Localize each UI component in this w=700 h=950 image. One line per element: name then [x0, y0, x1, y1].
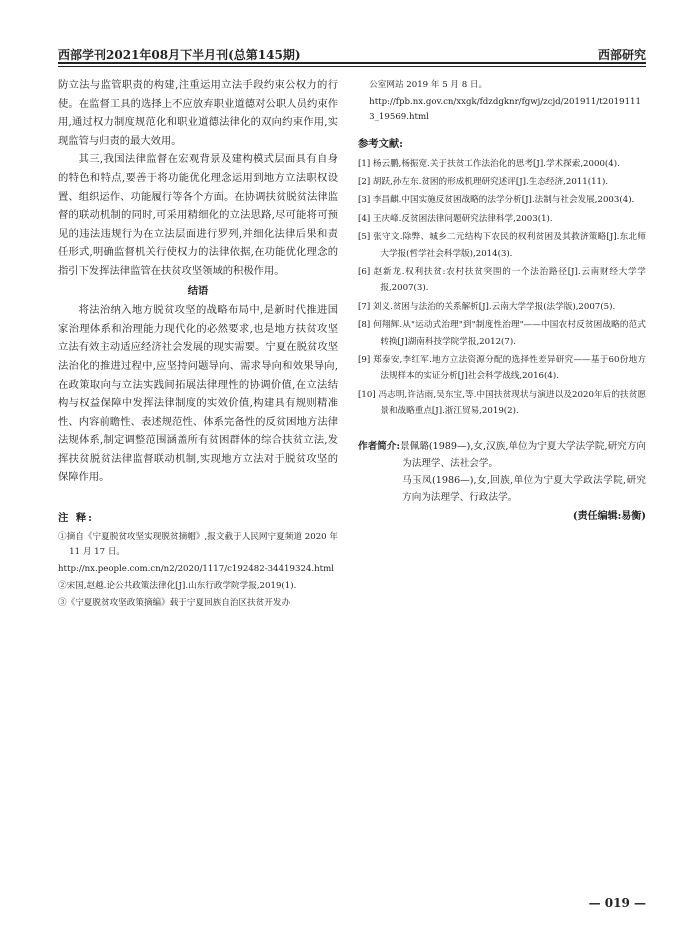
header-rule [58, 62, 646, 64]
references-heading: 参考文献: [358, 138, 403, 150]
author-1: 景佩璐(1989—),女,汉族,单位为宁夏大学法学院,研究方向为法理学、法社会学。 [400, 440, 646, 469]
reference-item: [1] 杨云鹏,杨振宽.关于扶贫工作法治化的思考[J].学术探索,2000(4). [358, 158, 620, 169]
note-url: http://nx.people.com.cn/n2/2020/1117/c192482-34419324.html [58, 563, 334, 574]
reference-item: [3] 李昌麒.中国实施反贫困战略的法学分析[J].法制与社会发展,2003(4). [358, 195, 635, 206]
notes-heading: 注 释: [58, 512, 94, 525]
left-column [58, 76, 338, 611]
author-heading: 作者简介: [358, 440, 400, 452]
editor-credit: (责任编辑:易衡) [572, 510, 646, 522]
reference-item: [8] 何翔辉.从"运动式治理"到"制度性治理"——中国农村反贫困战略的范式转换[J]湖南科技学院学报,2012(7). [358, 320, 646, 347]
section-title: 西部研究 [597, 48, 646, 62]
conclusion-heading: 结语 [187, 284, 209, 297]
paragraph: 将法治纳入地方脱贫攻坚的战略布局中,是新时代推进国家治理体系和治理能力现代化的必然要求,也是地方扶贫攻坚立法有效主动适应经济社会发展的现实需要。宁夏在脱贫攻坚法治化的推进过程中,应坚持问题导向、需求导向和效果导向,在政策取向与立法实践间拓展法律理性的协调价值,在立法结构与权益保障中发挥法律制度的实效价值,构建具有规则精准性、内容前瞻性、表述规范性、体系完备性的反贫困地方法律法规体系,制定调整范围涵盖所有贫困群体的综合扶贫立法,发挥扶贫脱贫法律监督联动机制,实现地方立法对于脱贫攻坚的保障作用。 [58, 304, 338, 484]
note-continued: 公室网站 2019 年 5 月 8 日。 [369, 80, 488, 90]
paragraph: 其三,我国法律监督在宏观背景及建构模式层面具有自身的特色和特点,要善于将功能优化理念运用到地方立法职权设置、组织运作、功能履行等各个方面。在协调扶贫脱贫法律监督的联动机制的同时,可采用精细化的立法思路,尽可能将可预见的违法违规行为在立法层面进行罗列,并细化法律后果和责任形式,明确监督机关行使权力的法律依据,在功能优化理念的指引下发挥法律监管在扶贫攻坚领域的积极作用。 [58, 153, 338, 277]
journal-title: 西部学刊2021年08月下半月刊(总第145期) [58, 48, 301, 62]
reference-item: [9] 郑泰安,李红军.地方立法资源分配的选择性差异研究——基于60份地方法规样本的实证分析[J]社会科学战线,2016(4). [358, 355, 646, 382]
page-number: — 019 — [588, 896, 646, 910]
note-url: http://fpb.nx.gov.cn/xxgk/fdzdgknr/fgwj/zcjd/201911/t20191113_19569.html [369, 97, 641, 122]
reference-item: [2] 胡跃,孙左东.贫困的形成机理研究述评[J].生态经济,2011(11). [358, 177, 609, 187]
reference-item: [6] 赵新龙.权利扶贫:农村扶贫突围的一个法治路径[J].云南财经大学学报,2007(3). [358, 267, 646, 294]
author-2: 马玉凤(1986—),女,回族,单位为宁夏大学政法学院,研究方向为法理学、行政法学。 [402, 474, 646, 503]
reference-item: [5] 张守文.除弊、城乡二元结构下农民的权利贫困及其救济策略[J].东北师大学报(哲学社会科学版),2014(3). [358, 232, 646, 259]
header-rule-thin [58, 66, 646, 67]
paragraph: 防立法与监管职责的构建,注重运用立法手段约束公权力的行使。在监督工具的选择上不应放弃职业道德对公职人员约束作用,通过权力制度规范化和职业道德法律化的双向约束作用,实现监管与归责的最大效用。 [58, 79, 338, 147]
author-bio [358, 438, 646, 472]
reference-item: [4] 王庆峰.反贫困法律问题研究法律科学,2003(1). [358, 213, 553, 224]
reference-item: [10] 冯志明,许洁雨,吴东宝,等.中国扶贫现状与演进以及2020年后的扶贫愿景和战略重点[J].浙江贸易,2019(2). [358, 389, 646, 417]
note-item: ③《宁夏脱贫攻坚政策摘编》载于宁夏回族自治区扶贫开发办 [58, 597, 291, 608]
reference-item: [7] 刘义.贫困与法治的关系解析[J].云南大学学报(法学版),2007(5). [358, 301, 616, 312]
right-column [358, 76, 646, 526]
note-item: ①摘自《宁夏脱贫攻坚实现脱贫摘帽》,报文截于人民网宁夏频道 2020 年 11 月 17 日。 [58, 531, 338, 557]
note-item: ②宋国,赵越.论公共政策法律化[J].山东行政学院学报,2019(1). [58, 580, 297, 591]
page-header [58, 40, 646, 62]
